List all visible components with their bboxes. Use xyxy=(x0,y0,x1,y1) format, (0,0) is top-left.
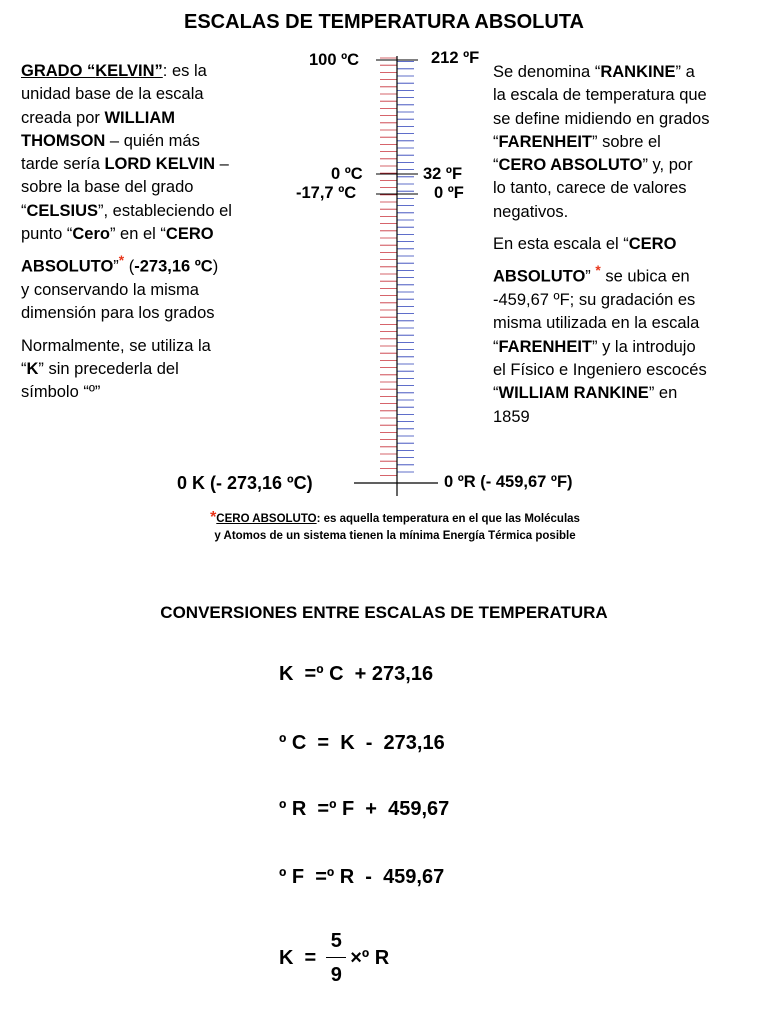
text-line: “WILLIAM RANKINE” en xyxy=(493,384,678,403)
text-line: tarde sería LORD KELVIN – xyxy=(21,155,229,174)
text-line: lo tanto, carece de valores xyxy=(493,179,687,198)
equation-fahrenheit-from-rankine: º F =º R - 459,67 xyxy=(279,866,445,888)
text-line: dimensión para los grados xyxy=(21,304,215,323)
eq5-rhs: ×º R xyxy=(350,947,390,969)
label-32f: 32 ºF xyxy=(423,165,463,183)
text-line: 1859 xyxy=(493,407,530,426)
text-line: ABSOLUTO” * se ubica en xyxy=(493,263,690,286)
asterisk-mark: * xyxy=(118,253,125,269)
footnote-line-1: *CERO ABSOLUTO: es aquella temperatura en el que las Moléculas xyxy=(210,509,580,526)
text-line: THOMSON – quién más xyxy=(21,131,200,150)
equation-celsius-from-kelvin: º C = K - 273,16 xyxy=(279,732,445,754)
text-line: unidad base de la escala xyxy=(21,85,204,104)
text-line: “K” sin precederla del xyxy=(21,360,179,379)
text-line: Se denomina “RANKINE” a xyxy=(493,63,695,81)
text-line: ABSOLUTO”* (-273,16 ºC) xyxy=(21,253,219,276)
label-0f: 0 ºF xyxy=(434,184,464,202)
text-line: “FARENHEIT” y la introdujo xyxy=(493,337,696,356)
fraction-numerator: 5 xyxy=(330,930,342,952)
text-line: punto “Cero” en el “CERO xyxy=(21,225,214,244)
text-line: Normalmente, se utiliza la xyxy=(21,336,211,355)
label-kelvin-zero: 0 K (- 273,16 ºC) xyxy=(177,473,313,493)
absolute-zero-footnote xyxy=(0,509,768,545)
eq5-lhs: K = xyxy=(279,947,317,969)
text-line: sobre la base del grado xyxy=(21,178,194,197)
text-line: GRADO “KELVIN”: es la xyxy=(21,62,207,80)
equation-kelvin-from-celsius: K =º C + 273,16 xyxy=(279,663,434,685)
text-line: símbolo “º” xyxy=(21,383,101,402)
equation-kelvin-from-rankine xyxy=(279,930,389,987)
text-line: En esta escala el “CERO xyxy=(493,235,677,254)
footnote-line-2: y Atomos de un sistema tienen la mínima Energía Térmica posible xyxy=(214,530,576,542)
asterisk-mark: * xyxy=(595,263,601,279)
label-0c: 0 ºC xyxy=(331,165,363,183)
text-line: “FARENHEIT” sobre el xyxy=(493,132,661,151)
text-line: “CERO ABSOLUTO” y, por xyxy=(493,156,693,175)
label-minus17c: -17,7 ºC xyxy=(296,184,357,202)
label-rankine-zero: 0 ºR (- 459,67 ºF) xyxy=(444,473,573,491)
label-212f: 212 ºF xyxy=(431,49,480,67)
kelvin-description xyxy=(21,60,281,405)
text-line: creada por WILLIAM xyxy=(21,108,176,127)
text-line: misma utilizada en la escala xyxy=(493,314,700,333)
label-100c: 100 ºC xyxy=(309,51,360,69)
text-line: y conservando la misma xyxy=(21,281,199,300)
text-line: la escala de temperatura que xyxy=(493,86,707,105)
text-line: negativos. xyxy=(493,202,569,221)
text-line: se define midiendo en grados xyxy=(493,109,710,128)
equation-rankine-from-fahrenheit: º R =º F + 459,67 xyxy=(279,798,450,820)
rankine-description xyxy=(493,61,768,429)
text-line: “CELSIUS”, estableciendo el xyxy=(21,201,232,220)
text-line: el Físico e Ingeniero escocés xyxy=(493,361,707,380)
page-title: ESCALAS DE TEMPERATURA ABSOLUTA xyxy=(184,11,584,33)
text-line: -459,67 ºF; su gradación es xyxy=(493,291,696,310)
conversions-title: CONVERSIONES ENTRE ESCALAS DE TEMPERATURA xyxy=(160,603,608,622)
fraction-denominator: 9 xyxy=(330,964,342,986)
fraction xyxy=(326,930,346,987)
temperature-scale xyxy=(340,50,463,500)
